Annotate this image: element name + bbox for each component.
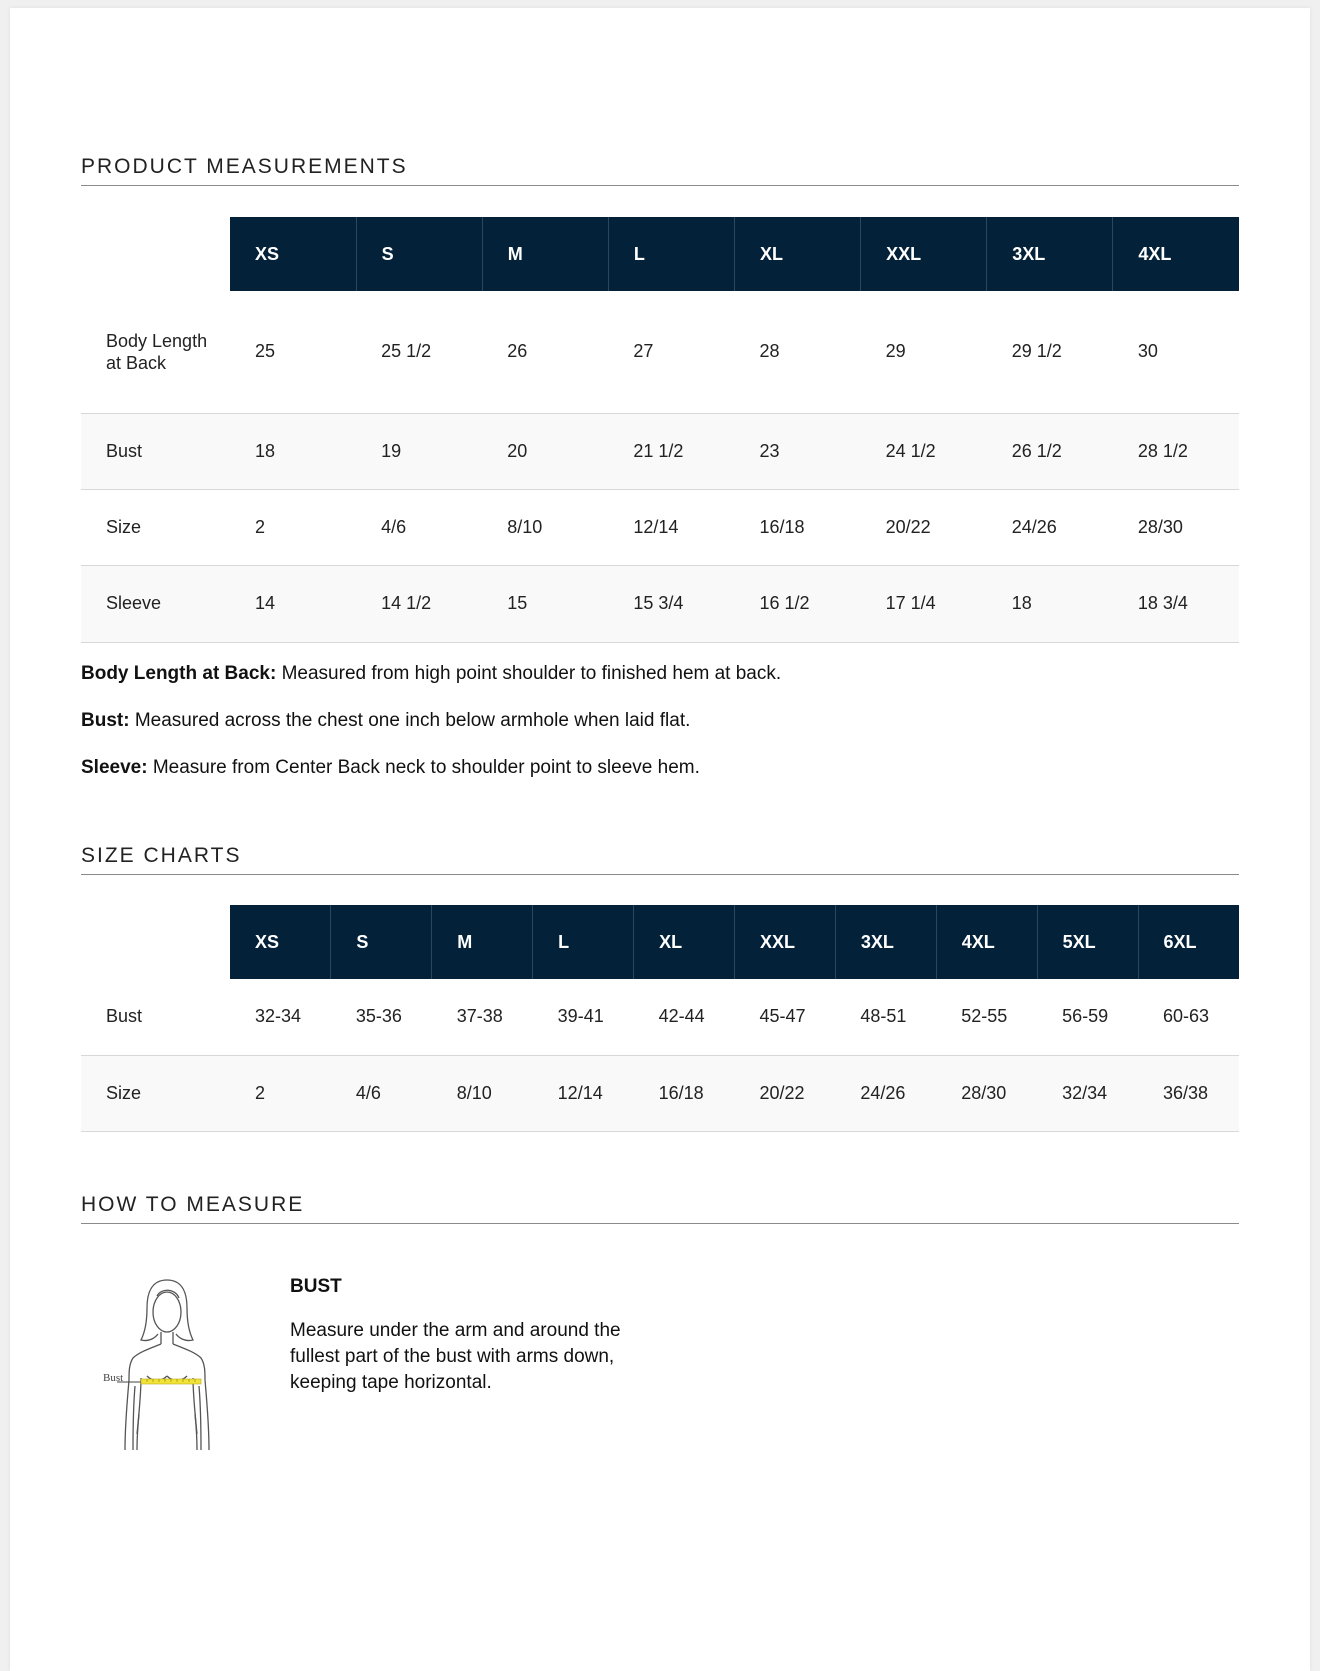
size-header-xxl: XXL bbox=[734, 905, 835, 979]
size-header-s: S bbox=[356, 217, 482, 291]
table-cell: 32/34 bbox=[1037, 1055, 1138, 1131]
table-cell: 16/18 bbox=[634, 1055, 735, 1131]
how-to-measure-item-text: Measure under the arm and around the fullest part of the bust with arms down, keeping tape horizontal. bbox=[290, 1320, 621, 1393]
table-cell: 42-44 bbox=[634, 979, 735, 1055]
table-cell: 39-41 bbox=[533, 979, 634, 1055]
note-term: Sleeve: bbox=[81, 757, 148, 778]
table-row bbox=[81, 413, 1239, 489]
table-cell: 18 3/4 bbox=[1113, 565, 1239, 642]
table-cell: 8/10 bbox=[432, 1055, 533, 1131]
table-cell: 26 bbox=[482, 291, 608, 413]
size-header-xs: XS bbox=[230, 217, 356, 291]
size-header-4xl: 4XL bbox=[1113, 217, 1239, 291]
table-cell: 2 bbox=[230, 489, 356, 565]
table-cell: 24/26 bbox=[987, 489, 1113, 565]
measurement-notes bbox=[81, 661, 1239, 802]
size-charts-title: SIZE CHARTS bbox=[81, 844, 1239, 875]
size-header-6xl: 6XL bbox=[1138, 905, 1239, 979]
table-cell: 36/38 bbox=[1138, 1055, 1239, 1131]
table-cell: 24/26 bbox=[835, 1055, 936, 1131]
product-measurements-title: PRODUCT MEASUREMENTS bbox=[81, 155, 1239, 186]
table-cell: 4/6 bbox=[356, 489, 482, 565]
table-cell: 20/22 bbox=[861, 489, 987, 565]
table-cell: 29 bbox=[861, 291, 987, 413]
table-cell: 45-47 bbox=[734, 979, 835, 1055]
table-cell: 24 1/2 bbox=[861, 413, 987, 489]
note-text: Measured across the chest one inch below armhole when laid flat. bbox=[134, 710, 691, 731]
table-cell: 56-59 bbox=[1037, 979, 1138, 1055]
header-corner bbox=[81, 905, 230, 979]
note-text: Measure from Center Back neck to shoulder point to sleeve hem. bbox=[152, 757, 700, 778]
table-cell: 17 1/4 bbox=[861, 565, 987, 642]
row-label: Bust bbox=[81, 413, 230, 489]
how-to-measure-title: HOW TO MEASURE bbox=[81, 1193, 1239, 1224]
how-to-measure-item-title: BUST bbox=[290, 1276, 342, 1297]
table-cell: 12/14 bbox=[533, 1055, 634, 1131]
table-cell: 15 bbox=[482, 565, 608, 642]
table-cell: 25 1/2 bbox=[356, 291, 482, 413]
table-cell: 19 bbox=[356, 413, 482, 489]
table-cell: 18 bbox=[230, 413, 356, 489]
table-row bbox=[81, 1055, 1239, 1131]
document-page bbox=[10, 8, 1310, 1671]
table-cell: 21 1/2 bbox=[608, 413, 734, 489]
note-text: Measured from high point shoulder to finished hem at back. bbox=[281, 663, 782, 684]
table-row bbox=[81, 291, 1239, 413]
bust-measure-illustration bbox=[95, 1274, 245, 1454]
size-header-m: M bbox=[482, 217, 608, 291]
table-cell: 16 1/2 bbox=[735, 565, 861, 642]
product-measurements-table bbox=[81, 217, 1239, 643]
size-header-xl: XL bbox=[735, 217, 861, 291]
row-label: Size bbox=[81, 489, 230, 565]
table-cell: 15 3/4 bbox=[608, 565, 734, 642]
table-cell: 14 bbox=[230, 565, 356, 642]
table-cell: 25 bbox=[230, 291, 356, 413]
table-cell: 28/30 bbox=[936, 1055, 1037, 1131]
table-row bbox=[81, 489, 1239, 565]
size-charts-table bbox=[81, 905, 1239, 1132]
size-header-xl: XL bbox=[634, 905, 735, 979]
table-cell: 35-36 bbox=[331, 979, 432, 1055]
row-label: Sleeve bbox=[81, 565, 230, 642]
size-header-s: S bbox=[331, 905, 432, 979]
table-header-row bbox=[81, 217, 1239, 291]
table-cell: 8/10 bbox=[482, 489, 608, 565]
size-header-xxl: XXL bbox=[861, 217, 987, 291]
table-cell: 60-63 bbox=[1138, 979, 1239, 1055]
row-label: Size bbox=[81, 1055, 230, 1131]
table-cell: 29 1/2 bbox=[987, 291, 1113, 413]
table-cell: 2 bbox=[230, 1055, 331, 1131]
how-to-measure-bust bbox=[290, 1276, 670, 1396]
table-cell: 16/18 bbox=[735, 489, 861, 565]
table-cell: 37-38 bbox=[432, 979, 533, 1055]
table-cell: 28 1/2 bbox=[1113, 413, 1239, 489]
row-label: Body Length at Back bbox=[81, 291, 230, 413]
size-header-l: L bbox=[608, 217, 734, 291]
table-cell: 27 bbox=[608, 291, 734, 413]
table-row bbox=[81, 979, 1239, 1055]
table-cell: 52-55 bbox=[936, 979, 1037, 1055]
table-header-row bbox=[81, 905, 1239, 979]
size-header-4xl: 4XL bbox=[936, 905, 1037, 979]
table-row bbox=[81, 565, 1239, 642]
table-cell: 20 bbox=[482, 413, 608, 489]
note-term: Body Length at Back: bbox=[81, 663, 277, 684]
note-term: Bust: bbox=[81, 710, 130, 731]
table-cell: 48-51 bbox=[835, 979, 936, 1055]
table-cell: 14 1/2 bbox=[356, 565, 482, 642]
bust-figure-label: Bust bbox=[103, 1372, 124, 1384]
row-label: Bust bbox=[81, 979, 230, 1055]
measurement-note bbox=[81, 708, 1239, 733]
measurement-note bbox=[81, 661, 1239, 686]
table-cell: 28 bbox=[735, 291, 861, 413]
table-cell: 23 bbox=[735, 413, 861, 489]
table-cell: 4/6 bbox=[331, 1055, 432, 1131]
size-header-3xl: 3XL bbox=[835, 905, 936, 979]
size-header-m: M bbox=[432, 905, 533, 979]
table-cell: 32-34 bbox=[230, 979, 331, 1055]
table-cell: 30 bbox=[1113, 291, 1239, 413]
table-cell: 18 bbox=[987, 565, 1113, 642]
table-cell: 12/14 bbox=[608, 489, 734, 565]
size-header-5xl: 5XL bbox=[1037, 905, 1138, 979]
size-header-3xl: 3XL bbox=[987, 217, 1113, 291]
size-header-xs: XS bbox=[230, 905, 331, 979]
table-cell: 26 1/2 bbox=[987, 413, 1113, 489]
header-corner bbox=[81, 217, 230, 291]
size-header-l: L bbox=[533, 905, 634, 979]
table-cell: 28/30 bbox=[1113, 489, 1239, 565]
measurement-note bbox=[81, 755, 1239, 780]
table-cell: 20/22 bbox=[734, 1055, 835, 1131]
